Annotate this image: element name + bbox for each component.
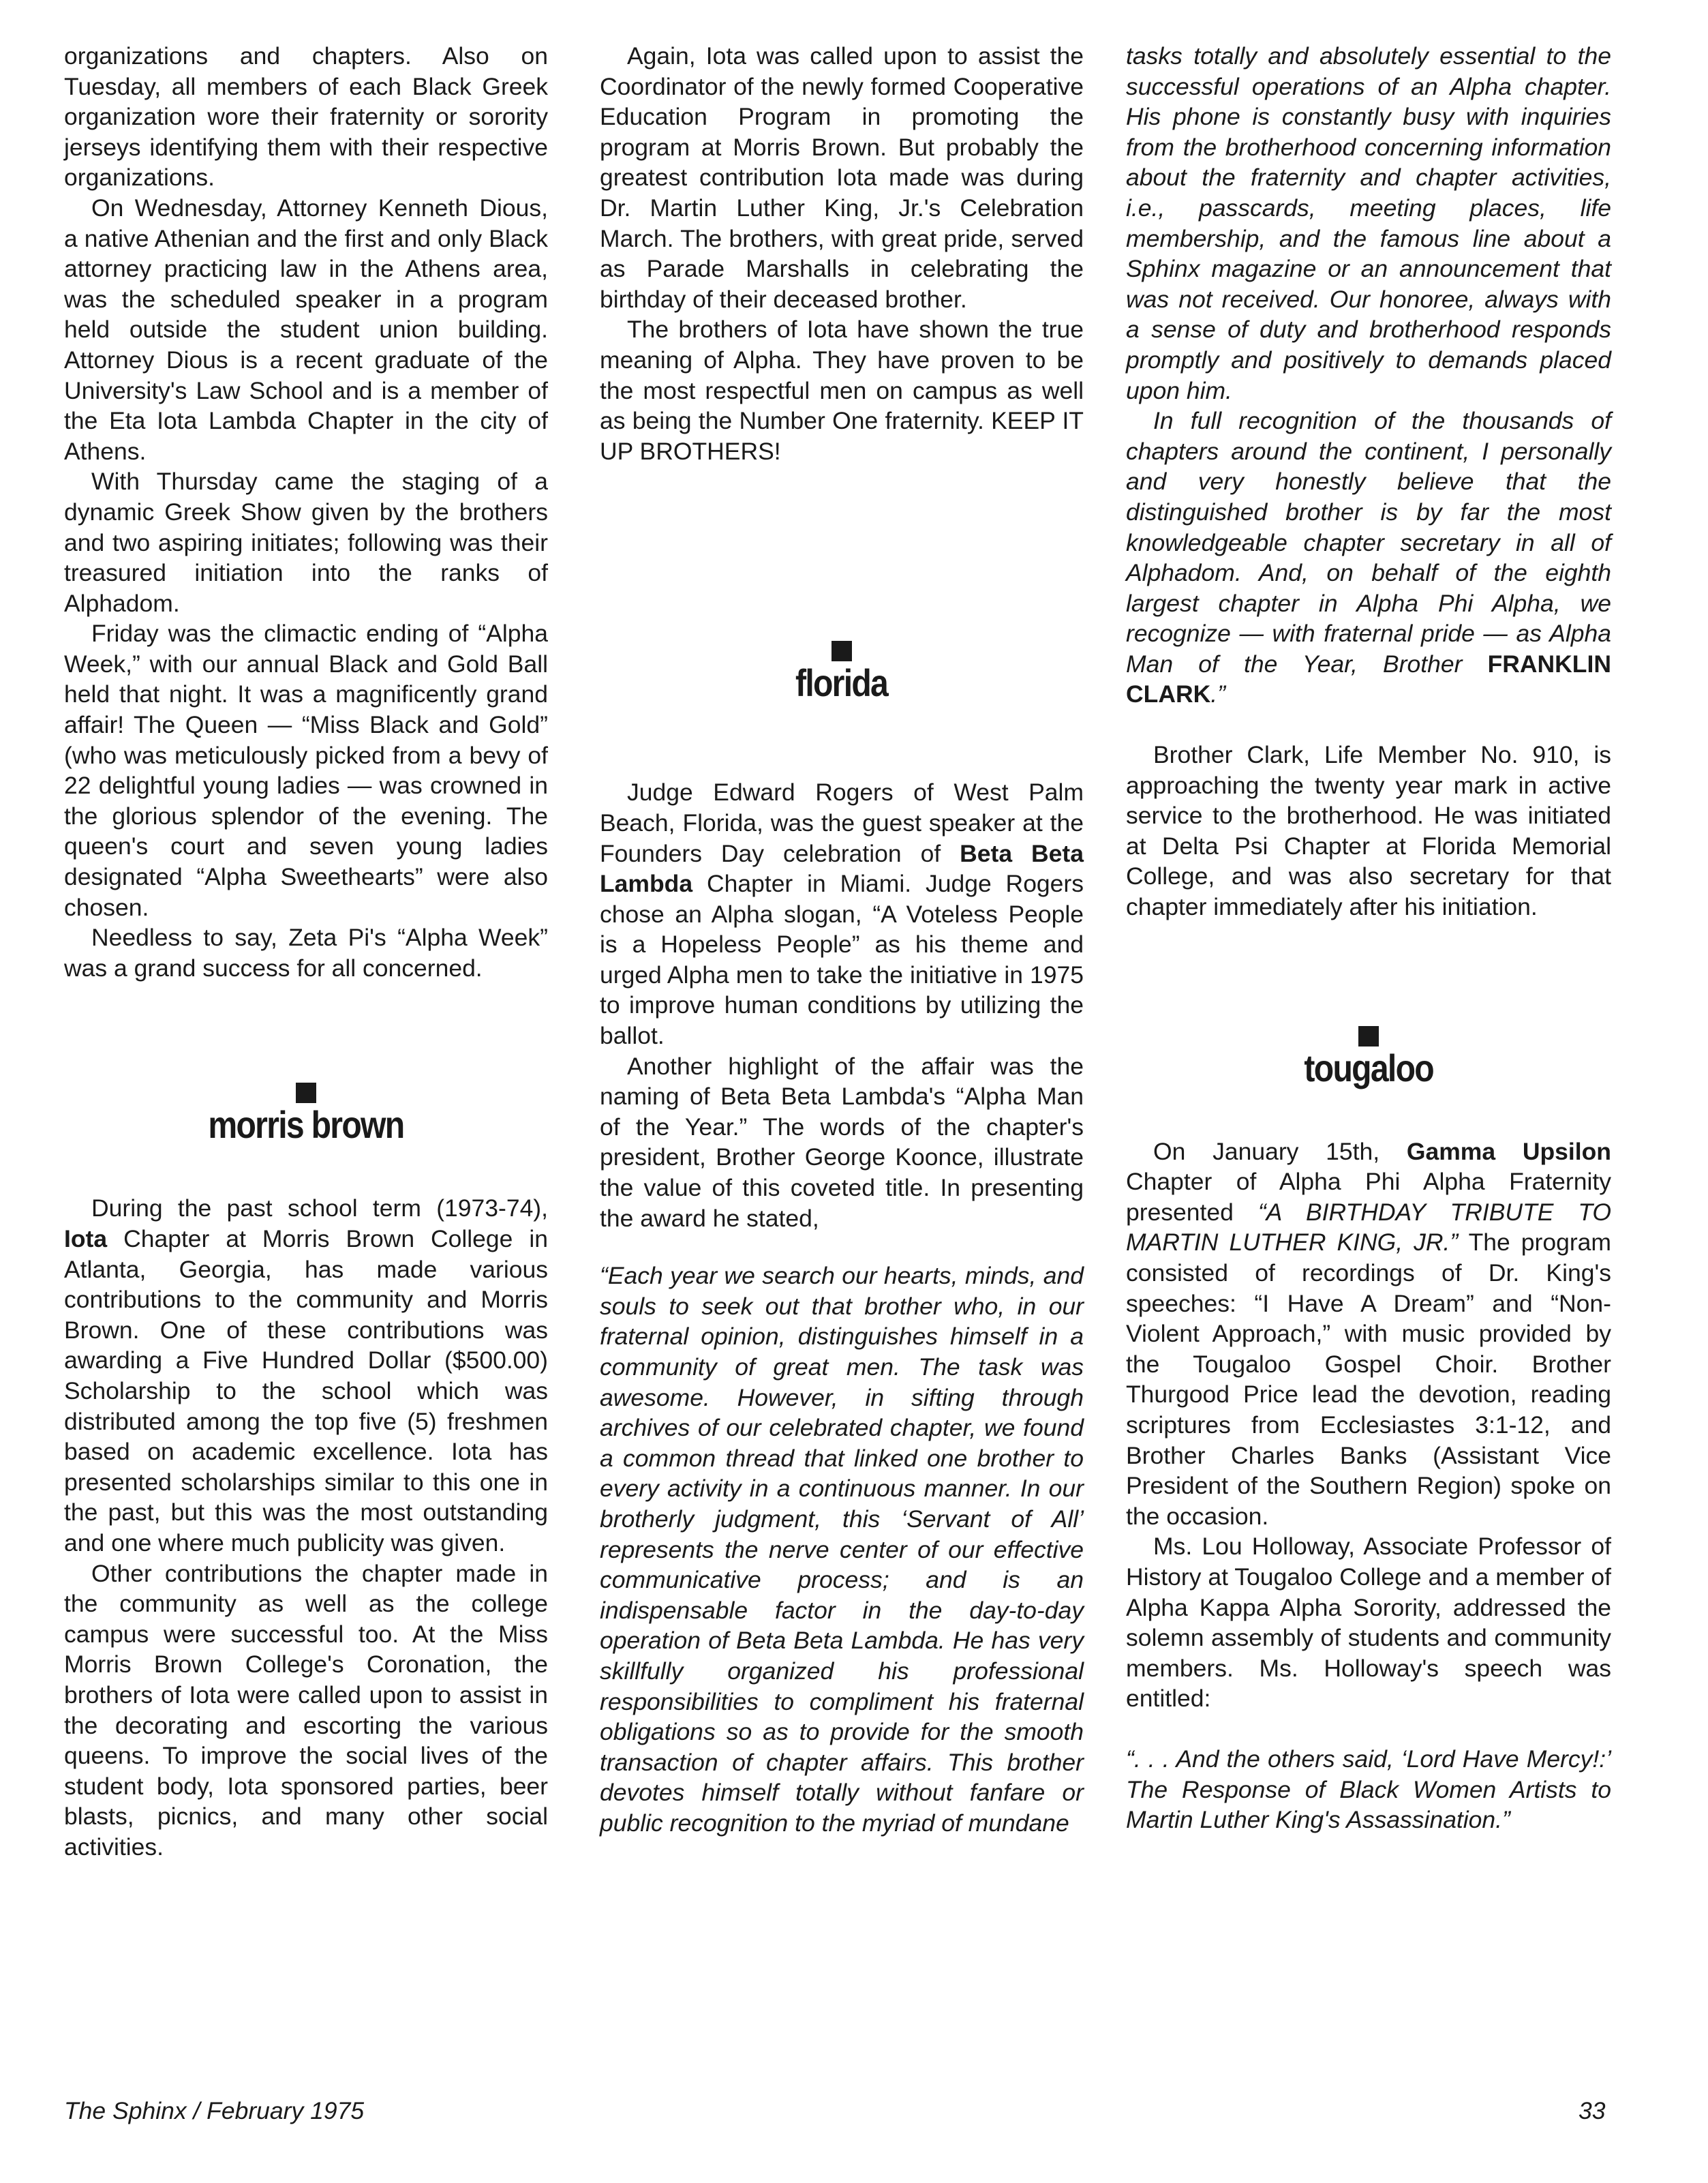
paragraph: Other contributions the chapter made in the community as well as the college campus were successful too. At the Miss Morris Brown College's Coronation, the brothers of Iota were called upon to assist in the decorating and escorting the various queens. To improve the social lives of the student body, Iota sponsored parties, beer blasts, picnics, and many other social activities. xyxy=(64,1559,548,1861)
section-heading-tougaloo xyxy=(1126,1023,1611,1090)
square-bullet-icon xyxy=(1358,1026,1379,1047)
heading-text: morris brown xyxy=(208,1103,404,1147)
paragraph: Brother Clark, Life Member No. 910, is approaching the twenty year mark in active service to the brotherhood. He was initiated at Delta Psi Chapter at Florida Memorial College, and was also secretary for that chapter immediately after his initiation. xyxy=(1126,741,1611,921)
section-heading-florida xyxy=(600,638,1084,705)
chapter-name: Beta Beta Lambda xyxy=(600,839,1084,898)
paragraph: On January 15th, Gamma Upsilon Chapter of Alpha Phi Alpha Fraternity presented “A BIRTHDAY TRIBUTE TO MARTIN LUTHER KING, JR.” The program consisted of recordings of Dr. King's speeches: “I Have A Dream” and “Non-Violent Approach,” with music provided by the Tougaloo Gospel Choir. Brother Thurgood Price lead the devotion, reading scriptures from Ecclesiastes 3:1-12, and Brother Charles Banks (Assistant Vice President of the Southern Region) spoke on the occasion. xyxy=(1126,1137,1611,1530)
paragraph: On Wednesday, Attorney Kenneth Dious, a native Athenian and the first and only Black attorney practicing law in the Athens area, was the scheduled speaker in a program held outside the student union building. Attorney Dious is a recent graduate of the University's Law School and is a member of the Eta Iota Lambda Chapter in the city of Athens. xyxy=(64,194,548,465)
paragraph: Judge Edward Rogers of West Palm Beach, Florida, was the guest speaker at the Founders Day celebration of Beta Beta Lambda Chapter in Miami. Judge Rogers chose an Alpha slogan, “A Voteless People is a Hopeless People” as his theme and urged Alpha men to take the initiative in 1975 to improve human conditions by utilizing the ballot. xyxy=(600,779,1084,1050)
paragraph: With Thursday came the staging of a dynamic Greek Show given by the brothers and two aspiring initiates; following was their treasured initiation into the ranks of Alphadom. xyxy=(64,468,548,617)
heading-text: tougaloo xyxy=(1304,1046,1433,1089)
column-middle xyxy=(600,41,1084,1839)
quote-paragraph: tasks totally and absolutely essential to the successful operations of an Alpha chapter. His phone is constantly busy with inquiries from the brotherhood concerning information about the fraternity and chapter activities, i.e., passcards, meeting places, life membership, and the famous line about a Sphinx magazine or an announcement that was not received. Our honoree, always with a sense of duty and brotherhood responds promptly and positively to demands placed upon him. xyxy=(1126,42,1611,404)
chapter-name: Gamma Upsilon xyxy=(1406,1137,1611,1165)
square-bullet-icon xyxy=(296,1083,316,1103)
paragraph: During the past school term (1973-74), Iota Chapter at Morris Brown College in Atlanta, Georgia, has made various contributions to the community and Morris Brown. One of these contributions was awarding a Five Hundred Dollar ($500.00) Scholarship to the school which was distributed among the top five (5) freshmen based on academic excellence. Iota has presented scholarships similar to this one in the past, but this was the most outstanding and one where much publicity was given. xyxy=(64,1194,548,1556)
speech-title: “. . . And the others said, ‘Lord Have Mercy!:’ The Response of Black Women Artists to Martin Luther King's Assassination.” xyxy=(1126,1745,1611,1834)
section-heading-morris-brown xyxy=(64,1080,548,1147)
column-right xyxy=(1126,41,1611,1835)
paragraph: Again, Iota was called upon to assist the Coordinator of the newly formed Cooperative Education Program in promoting the program at Morris Brown. But probably the greatest contribution Iota made was during Dr. Martin Luther King, Jr.'s Celebration March. The brothers, with great pride, served as Parade Marshalls in celebrating the birthday of their deceased brother. xyxy=(600,42,1084,313)
paragraph: organizations and chapters. Also on Tuesday, all members of each Black Greek organization wore their fraternity or sorority jerseys identifying them with their respective organizations. xyxy=(64,42,548,192)
heading-text: florida xyxy=(795,661,888,705)
quote-paragraph: In full recognition of the thousands of chapters around the continent, I personally and very honestly believe that the distinguished brother is by far the most knowledgeable chapter secretary in all of Alphadom. And, on behalf of the eighth largest chapter in Alpha Phi Alpha, we recognize — with fraternal pride — as Alpha Man of the Year, Brother FRANKLIN CLARK.” xyxy=(1126,407,1611,708)
square-bullet-icon xyxy=(832,641,852,661)
paragraph: Friday was the climactic ending of “Alpha Week,” with our annual Black and Gold Ball held that night. It was a magnificently grand affair! The Queen — “Miss Black and Gold” (who was meticulously picked from a bevy of 22 delightful young ladies — was crowned in the glorious splendor of the evening. The queen's court and seven young ladies designated “Alpha Sweethearts” were also chosen. xyxy=(64,620,548,921)
quote-paragraph: “Each year we search our hearts, minds, and souls to seek out that brother who, in our fraternal opinion, distinguishes himself in a community of great men. The task was awesome. However, in sifting through archives of our celebrated chapter, we found a common thread that linked one brother to every activity in a continuous manner. In our brotherly judgment, this ‘Servant of All’ represents the nerve center of our effective communicative process; and is an indispensable factor in the day-to-day operation of Beta Beta Lambda. He has very skillfully organized his professional responsibilities to compliment his fraternal obligations so as to provide for the smooth transaction of chapter affairs. This brother devotes himself totally without fanfare or public recognition to the myriad of mundane xyxy=(600,1262,1084,1837)
page-number: 33 xyxy=(1579,2097,1606,2124)
chapter-name: Iota xyxy=(64,1225,108,1252)
paragraph: Needless to say, Zeta Pi's “Alpha Week” was a grand success for all concerned. xyxy=(64,924,548,982)
footer-publication: The Sphinx / February 1975 xyxy=(64,2097,365,2124)
paragraph: Another highlight of the affair was the naming of Beta Beta Lambda's “Alpha Man of the Year.” The words of the chapter's president, Brother George Koonce, illustrate the value of this coveted title. In presenting the award he stated, xyxy=(600,1052,1084,1232)
column-left xyxy=(64,41,548,1862)
paragraph: Ms. Lou Holloway, Associate Professor of History at Tougaloo College and a member of Alpha Kappa Alpha Sorority, addressed the solemn assembly of students and community members. Ms. Holloway's speech was entitled: xyxy=(1126,1533,1611,1713)
program-title: “A BIRTHDAY TRIBUTE TO MARTIN LUTHER KING, JR.” xyxy=(1126,1198,1611,1256)
honoree-name: FRANKLIN CLARK xyxy=(1126,650,1611,708)
paragraph: The brothers of Iota have shown the true meaning of Alpha. They have proven to be the most respectful men on campus as well as being the Number One fraternity. KEEP IT UP BROTHERS! xyxy=(600,316,1084,465)
